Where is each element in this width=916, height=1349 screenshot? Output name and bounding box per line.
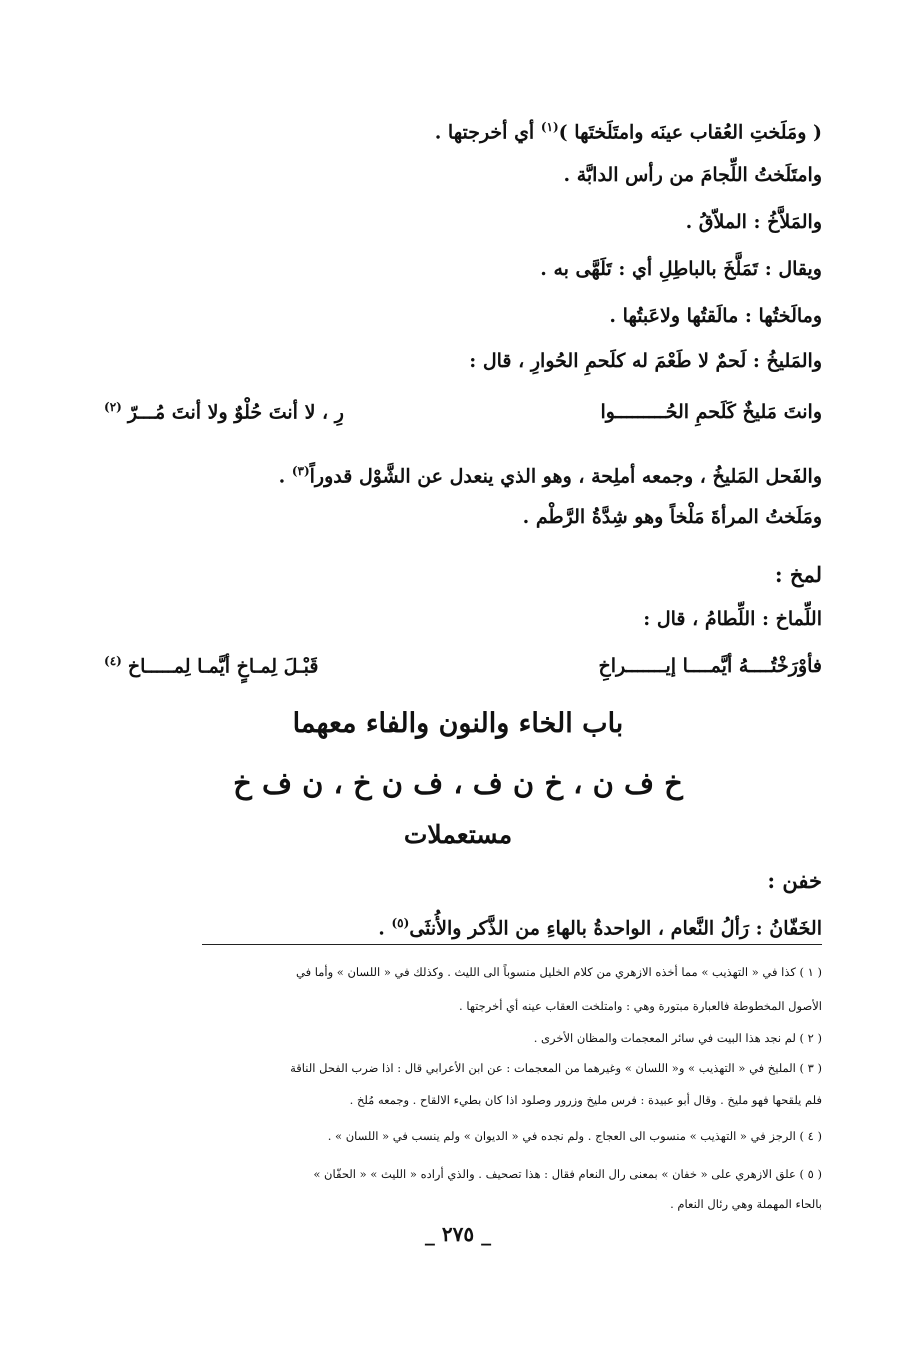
verse-1-first-hemistich: وانتَ مَليخٌ كَلَحمِ الحُـــــــــوا bbox=[600, 401, 822, 424]
verse-1-second-hemistich: رِ ، لا أنتَ حُلْوٌ ولا أنتَ مُـــرّ$^{(٢)}$ bbox=[104, 400, 344, 424]
footnote-2: ( ٢ ) لم نجد هذا البيت في سائر المعجمات والمظان الأخرى . bbox=[533, 1031, 822, 1045]
footnote-ref-3: (٣) bbox=[291, 464, 310, 478]
footnote-1-line-2: الأصول المخطوطة فالعبارة مبتورة وهي : وامتلخت العقاب عينه أي أخرجتها . bbox=[459, 999, 822, 1013]
chapter-title: باب الخاء والنون والفاء معهما bbox=[292, 708, 624, 739]
entry-line-8: ومَلَختُ المرأةَ مَلْخاً وهو شِدَّةُ الرَّطْم . bbox=[522, 506, 822, 528]
footnote-3-line-2: فلم يلقحها فهو مليخ . وقال أبو عبيدة : فرس مليخ وزرور وصلود اذا كان بطيء الالقاح . وجمعه مُلخ . bbox=[349, 1093, 822, 1107]
footnote-3-line-1: ( ٣ ) المليخ في « التهذيب » و« اللسان » وغيرهما من المعجمات : عن ابن الأعرابي قال : اذا ضرب الفحل الناقة bbox=[290, 1061, 822, 1075]
root-heading-khafan: خفن : bbox=[767, 868, 822, 893]
footnote-separator bbox=[202, 944, 822, 945]
entry-line-1: ( ومَلَختِ العُقاب عينَه وامتَلَختَها )$^{(١)}$ أي أخرجتها . bbox=[434, 120, 822, 144]
entry-line-3: والمَلاَّخُ : الملاّقُ . bbox=[685, 211, 822, 233]
root-heading-lamakh: لمخ : bbox=[774, 562, 822, 587]
root-permutations: خ ف ن ، خ ن ف ، ف ن خ ، ن ف خ bbox=[233, 766, 683, 800]
footnote-ref-2: (٢) bbox=[104, 400, 122, 414]
footnote-ref-1: (١) bbox=[540, 120, 559, 134]
footnote-5-line-1: ( ٥ ) علق الازهري على « خفان » بمعنى رال النعام فقال : هذا تصحيف . والذي أراده « الليث » « الحفّان » bbox=[313, 1167, 822, 1181]
footnote-ref-4: (٤) bbox=[104, 654, 122, 668]
page-number: _ ٢٧٥ _ bbox=[424, 1222, 492, 1246]
verse-2 bbox=[104, 646, 822, 681]
footnote-4: ( ٤ ) الرجز في « التهذيب » منسوب الى العجاج . ولم نجده في « الديوان » ولم ينسب في « اللسان » . bbox=[327, 1129, 822, 1143]
entry-line-6: والمَليخُ : لَحمٌ لا طَعْمَ له كلَحمِ الحُوارِ ، قال : bbox=[469, 350, 822, 372]
footnote-ref-5: (٥) bbox=[391, 916, 410, 930]
footnote-1-line-1: ( ١ ) كذا في « التهذيب » مما أخذه الازهري من كلام الخليل منسوباً الى الليث . وكذلك في « اللسان » وأما في bbox=[295, 965, 822, 979]
entry-line-2: وامتَلَختُ اللِّجامَ من رأس الدابَّة . bbox=[563, 164, 822, 186]
usage-label: مستعملات bbox=[403, 820, 513, 849]
verse-1 bbox=[104, 392, 822, 427]
footnote-5-line-2: بالحاء المهملة وهي رئال النعام . bbox=[670, 1197, 822, 1211]
entry-line-10: الخَفّانُ : رَألُ النَّعام ، الواحدةُ بالهاءِ من الذَّكر والأُنثَى$^{(٥)}$ . bbox=[378, 916, 822, 940]
entry-line-5: ومالَختُها : مالَقتُها ولاعَبتُها . bbox=[609, 305, 822, 327]
verse-2-second-hemistich: قَبْـلَ لِمـاخٍ أيَّمـا لِمـــــاخ$^{(٤)}$ bbox=[104, 654, 319, 678]
entry-line-9: اللِّماخ : اللِّطامُ ، قال : bbox=[643, 608, 822, 630]
entry-line-7: والفَحل المَليخُ ، وجمعه أملِحة ، وهو الذي ينعدل عن الشَّوْل قدوراً$^{(٣)}$ . bbox=[278, 464, 822, 488]
entry-line-4: ويقال : تَمَلَّخَ بالباطِلِ أي : تَلَهَّى به . bbox=[540, 258, 822, 280]
verse-2-first-hemistich: فأوْرَخْتُــــهُ أيَّمــــا إيـــــــراخِ bbox=[598, 655, 822, 678]
